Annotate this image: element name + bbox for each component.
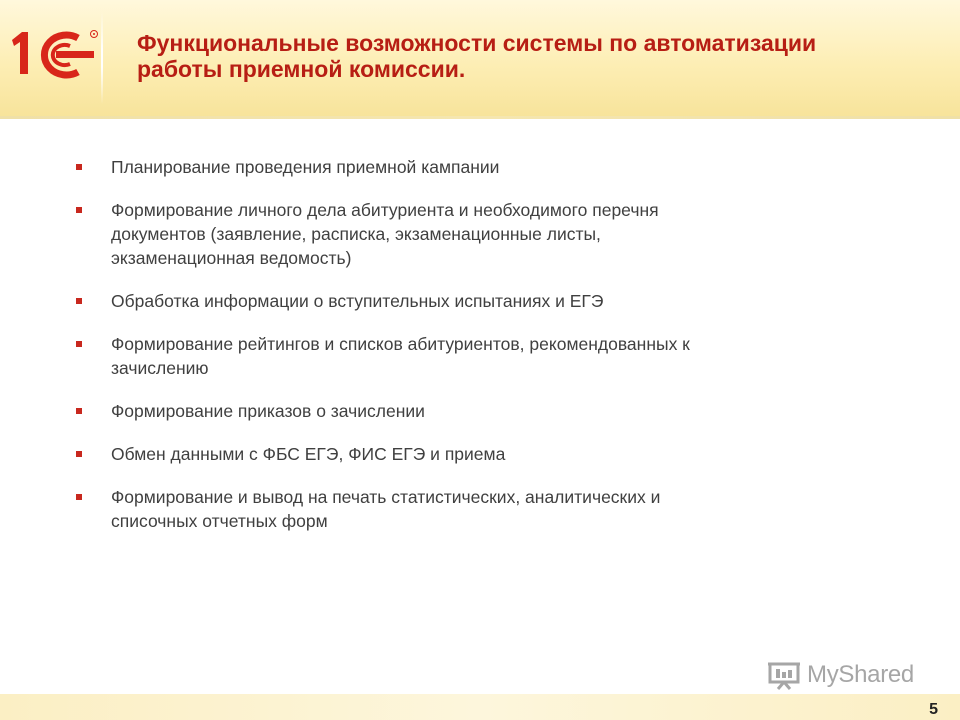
item-text-line: Обмен данными с ФБС ЕГЭ, ФИС ЕГЭ и приема — [111, 444, 506, 464]
item-text-line: документов (заявление, расписка, экзаменационные листы, — [111, 224, 601, 244]
list-item — [76, 442, 836, 466]
item-text-line: Формирование приказов о зачислении — [111, 401, 425, 421]
item-text-line: Формирование и вывод на печать статистических, аналитических и — [111, 487, 661, 507]
watermark-text: MyShared — [807, 661, 914, 688]
footer-band — [0, 694, 960, 720]
title-line-2: работы приемной комиссии. — [137, 56, 466, 82]
bullet-icon — [76, 494, 82, 500]
list-item — [76, 289, 836, 313]
item-text-line: экзаменационная ведомость) — [111, 248, 352, 268]
logo-separator — [101, 12, 103, 104]
list-item — [76, 332, 836, 380]
myshared-watermark[interactable] — [767, 658, 927, 692]
header-divider — [0, 116, 960, 119]
title-line-1: Функциональные возможности системы по автоматизации — [137, 30, 817, 56]
list-item — [76, 485, 836, 533]
bullet-icon — [76, 341, 82, 347]
page-number: 5 — [929, 701, 938, 718]
bullet-icon — [76, 298, 82, 304]
item-text-line: Планирование проведения приемной кампании — [111, 157, 500, 177]
bullet-icon — [76, 207, 82, 213]
1c-logo — [8, 28, 100, 82]
item-text-line: Формирование личного дела абитуриента и необходимого перечня — [111, 200, 659, 220]
feature-list — [76, 155, 836, 552]
list-item — [76, 155, 836, 179]
item-text-line: Формирование рейтингов и списков абитуриентов, рекомендованных к — [111, 334, 690, 354]
slide-title — [137, 30, 937, 82]
item-text-line: списочных отчетных форм — [111, 511, 328, 531]
presentation-board-icon — [767, 660, 801, 690]
list-item — [76, 399, 836, 423]
list-item — [76, 198, 836, 270]
item-text-line: Обработка информации о вступительных испытаниях и ЕГЭ — [111, 291, 604, 311]
bullet-icon — [76, 451, 82, 457]
bullet-icon — [76, 164, 82, 170]
item-text-line: зачислению — [111, 358, 209, 378]
bullet-icon — [76, 408, 82, 414]
